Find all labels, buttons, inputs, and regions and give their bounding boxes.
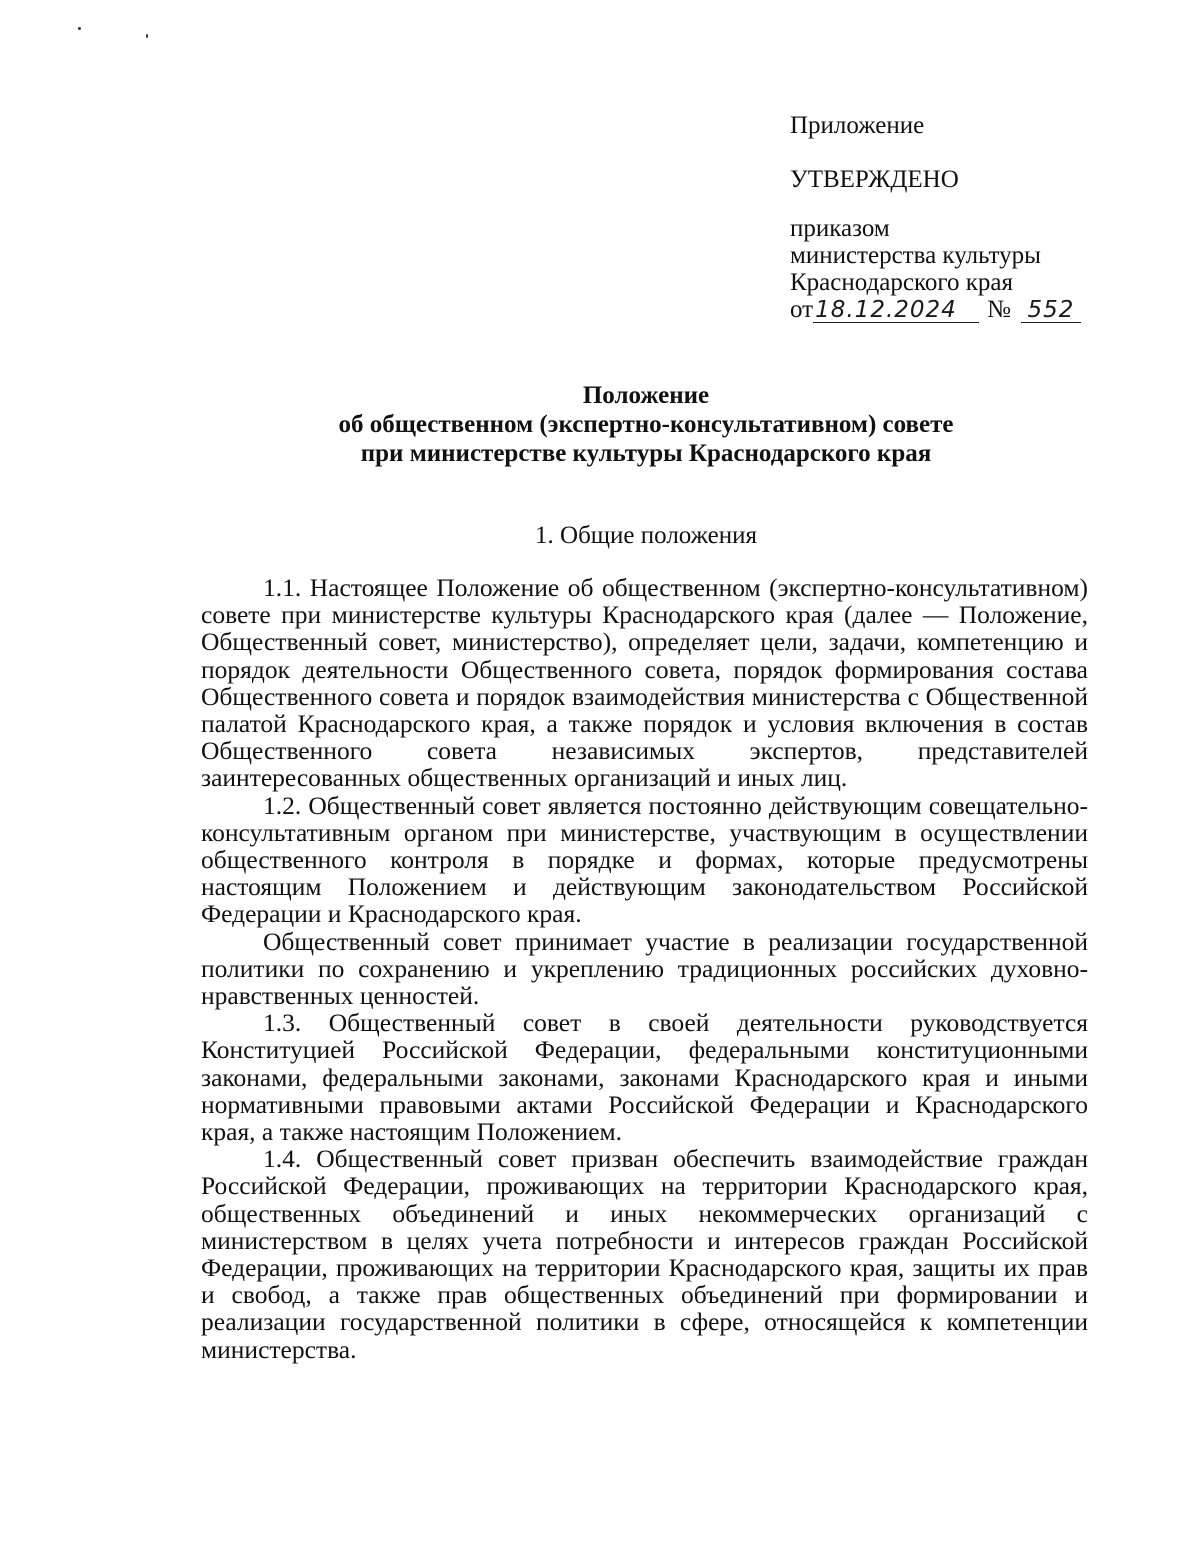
date-prefix: от	[790, 296, 814, 323]
order-date-line	[790, 296, 1120, 323]
approval-block	[790, 112, 1120, 323]
title-line-1: Положение	[582, 382, 710, 409]
paragraph-1-2-continued: Общественный совет принимает участие в реализации государственной политики по сохранению и укреплению традиционных российских духовно-нравственных ценностей.	[201, 926, 1088, 1011]
order-line-1: приказом	[790, 215, 890, 242]
approved-label: УТВЕРЖДЕНО	[790, 166, 959, 193]
number-label: №	[987, 296, 1011, 323]
document-body	[201, 574, 1088, 1363]
scan-speck	[146, 34, 148, 38]
order-line-3: Краснодарского края	[790, 269, 1013, 296]
appendix-label: Приложение	[790, 112, 925, 139]
paragraph-1-3: 1.3. Общественный совет в своей деятельности руководствуется Конституцией Российской Федерации, федеральными конституционными законами, федеральными законами, законами Краснодарского края и иными нормативными правовыми актами Российской Федерации и Краснодарского края, а также настоящим Положением.	[201, 1008, 1088, 1147]
handwritten-date: 18.12.2024	[813, 298, 979, 323]
paragraph-1-2: 1.2. Общественный совет является постоянно действующим совещательно-консультативным органом при министерстве, участвующим в осуществлении общественного контроля в порядке и формах, которые предусмотрены настоящим Положением и действующим законодательством Российской Федерации и Краснодарского края.	[201, 790, 1088, 929]
section-heading: 1. Общие положения	[535, 522, 757, 549]
paragraph-1-4: 1.4. Общественный совет призван обеспечить взаимодействие граждан Российской Федерации, проживающих на территории Краснодарского края, общественных объединений и иных некоммерческих организаций с министерством в целях учета потребности и интересов граждан Российской Федерации, проживающих на территории Краснодарского края, защиты их прав и свобод, а также прав общественных объединений при формировании и реализации государственной политики в сфере, относящейся к компетенции министерства.	[201, 1144, 1088, 1364]
scan-speck	[78, 27, 81, 30]
order-line-2: министерства культуры	[790, 242, 1041, 269]
title-line-2: об общественном (экспертно-консультативном) совете	[338, 411, 954, 438]
paragraph-1-1: 1.1. Настоящее Положение об общественном (экспертно-консультативном) совете при министерстве культуры Краснодарского края (далее — Положение, Общественный совет, министерство), определяет цели, задачи, компетенцию и порядок деятельности Общественного совета, порядок формирования состава Общественного совета и порядок взаимодействия министерства с Общественной палатой Краснодарского края, а также порядок и условия включения в состав Общественного совета независимых экспертов, представителей заинтересованных общественных организаций и иных лиц.	[201, 573, 1088, 793]
title-line-3: при министерстве культуры Краснодарского края	[360, 440, 932, 467]
document-title	[200, 381, 1092, 468]
handwritten-number: 552	[1021, 298, 1081, 323]
